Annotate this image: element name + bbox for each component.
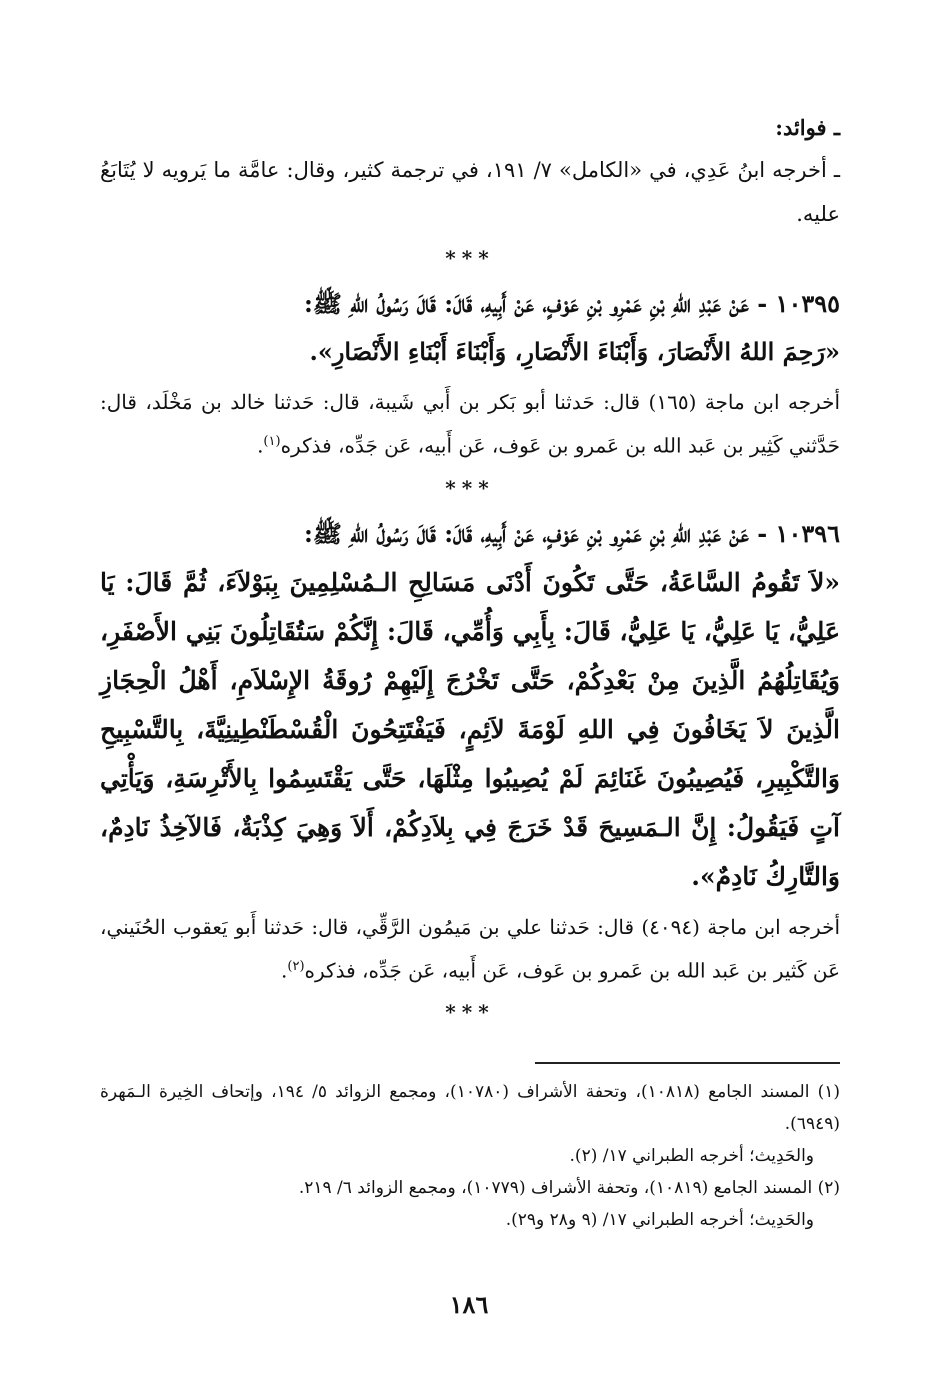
hadith-1-source: أخرجه ابن ماجة (١٦٥) قال: حَدثنا أبو بَكر بن أَبي شَيبة، قال: حَدثنا خالد بن مَخْلَد، قال: حَدَّثني كَثِير بن عَبد الله بن عَمرو بن عَوف، عَن أَبيه، عَن جَدِّه، فذكره$^{(١)}$.: [100, 390, 841, 458]
footnote-2-line-1: (٢) المسند الجامع (١٠٨١٩)، وتحفة الأشراف (١٠٧٧٩)، ومجمع الزوائد ٦/ ٢١٩.: [298, 1178, 840, 1198]
fawaid-heading: ـ فوائد:: [775, 115, 840, 140]
footnote-rule: [535, 1062, 840, 1064]
hadith-2-source-text: أخرجه ابن ماجة (٤٠٩٤) قال: حَدثنا علي بن مَيمُون الرَّقِّي، قال: حَدثنا أَبو يَعقوب الحُنَيني، عَن كَثير بن عَبد الله بن عَمرو بن عَوف، عَن أَبيه، عَن جَدِّه، فذكره: [100, 914, 841, 983]
hadith-1-source-text: أخرجه ابن ماجة (١٦٥) قال: حَدثنا أبو بَكر بن أَبي شَيبة، قال: حَدثنا خالد بن مَخْلَد، قال: حَدَّثني كَثِير بن عَبد الله بن عَمرو بن عَوف، عَن أَبيه، عَن جَدِّه، فذكره: [100, 390, 841, 458]
footnote-1-line-2: والحَدِيث؛ أخرجه الطبراني ١٧/ (٢).: [569, 1146, 814, 1166]
separator-3: ***: [445, 1000, 495, 1025]
footnote-ref-2[interactable]: (٢): [287, 958, 305, 974]
separator-1: ***: [445, 246, 495, 270]
footnote-1-line-1: (١) المسند الجامع (١٠٨١٨)، وتحفة الأشراف (١٠٧٨٠)، ومجمع الزوائد ٥/ ١٩٤، وإتحاف الخِيرة الـمَهرة (٦٩٤٩).: [100, 1082, 840, 1134]
hadith-2-source: أخرجه ابن ماجة (٤٠٩٤) قال: حَدثنا علي بن مَيمُون الرَّقِّي، قال: حَدثنا أَبو يَعقوب الحُنَيني، عَن كَثير بن عَبد الله بن عَمرو بن عَوف، عَن أَبيه، عَن جَدِّه، فذكره$^{(٢)}$.: [100, 914, 841, 983]
page-number: ١٨٦: [449, 1290, 489, 1319]
footnotes: [100, 1062, 840, 1236]
hadith-1-number: ١٠٣٩٥: [775, 289, 840, 318]
hadith-2-isnad: - عَنْ عَبْدِ اللهِ بْنِ عَمْرِو بْنِ عَوْفٍ، عَنْ أَبِيهِ، قَالَ: قَالَ رَسُولُ اللهِ ﷺ:: [303, 518, 768, 548]
hadith-1-text: «رَحِمَ اللهُ الأَنْصَارَ، وَأَبْنَاءَ الأَنْصَارِ، وَأَبْنَاءَ أَبْنَاءِ الأَنْصَارِ».: [309, 337, 840, 366]
hadith-1-intro: [100, 280, 840, 328]
hadith-2-text: «لاَ تَقُومُ السَّاعَةُ، حَتَّى تَكُونَ أَدْنَى مَسَالِحِ الـمُسْلِمِينَ بِبَوْلاَءَ، ثُمَّ قَالَ: يَا عَلِيُّ، يَا عَلِيُّ، يَا عَلِيُّ، قَالَ: بِأَبِي وَأُمِّي، قَالَ: إِنَّكُمْ سَتُقَاتِلُونَ بَنِي الأَصْفَرِ، وَيُقَاتِلُهُمُ الَّذِينَ مِنْ بَعْدِكُمْ، حَتَّى تَخْرُجَ إِلَيْهِمْ رُوقَةُ الإِسْلاَمِ، أَهْلُ الْحِجَازِ الَّذِينَ لاَ يَخَافُونَ فِي اللهِ لَوْمَةَ لاَئِمٍ، فَيَفْتَتِحُونَ الْقُسْطَنْطِينِيَّةَ، بِالتَّسْبِيحِ وَالتَّكْبِيرِ، فَيُصِيبُونَ غَنَائِمَ لَمْ يُصِيبُوا مِثْلَهَا، حَتَّى يَقْتَسِمُوا بِالأَتْرِسَةِ، وَيَأْتِي آتٍ فَيَقُولُ: إِنَّ الـمَسِيحَ قَدْ خَرَجَ فِي بِلاَدِكُمْ، أَلاَ وَهِيَ كِذْبَةٌ، فَالآخِذُ نَادِمٌ، وَالتَّارِكُ نَادِمٌ».: [100, 567, 840, 891]
separator-2: ***: [445, 475, 495, 500]
fawaid-text: ـ أخرجه ابنُ عَدِي، في «الكامل» ٧/ ١٩١، في ترجمة كثير، وقال: عامَّة ما يَرويه لا يُتَابَعُ عليه.: [100, 158, 840, 226]
main-text: [100, 108, 840, 1034]
footnote-ref-1[interactable]: (١): [263, 434, 281, 449]
hadith-2-number: ١٠٣٩٦: [775, 518, 840, 548]
hadith-1-isnad: - عَنْ عَبْدِ اللهِ بْنِ عَمْرِو بْنِ عَوْفٍ، عَنْ أَبِيهِ، قَالَ: قَالَ رَسُولُ اللهِ ﷺ:: [303, 289, 768, 318]
footnote-2-line-2: والحَدِيث؛ أخرجه الطبراني ١٧/ (٩ و٢٨ و٢٩).: [505, 1210, 814, 1230]
hadith-2-intro: [100, 510, 840, 558]
